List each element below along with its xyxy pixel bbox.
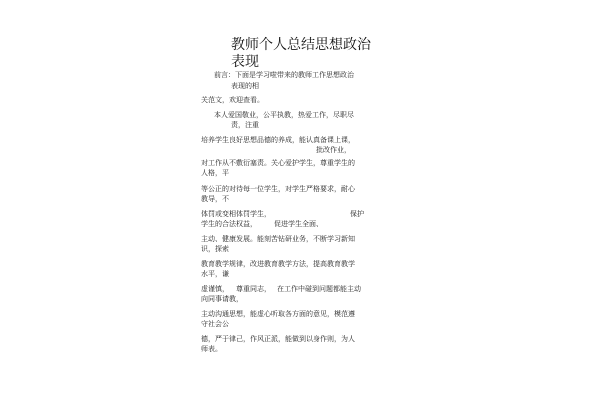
body-line: 促进学生全面、 xyxy=(274,220,323,228)
body-line: 人格，平 xyxy=(201,169,229,177)
preface-line-1: 前言：下面是学习啦带来的教师工作思想政治 xyxy=(214,71,354,79)
body-line: 在工作中碰到问题都能主动 xyxy=(277,285,361,293)
body-line: 责，注重 xyxy=(231,121,259,129)
preface-line-3: 关范文，欢迎查看。 xyxy=(201,96,264,104)
body-line: 守社会公 xyxy=(201,320,229,328)
body-line: 对工作从不敷衍塞责。关心爱护学生，尊重学生的 xyxy=(201,159,355,167)
body-line: 德，严于律己，作风正派，能做到以身作则，为人 xyxy=(201,335,355,343)
body-line: 师表。 xyxy=(201,345,222,353)
body-line: 识，探索 xyxy=(201,245,229,253)
body-line: 本人爱国敬业，公平执教，热爱工作，尽职尽 xyxy=(214,111,354,119)
body-line: 主动、健康发展。能刻苦钻研业务，不断学习新知 xyxy=(201,235,355,243)
body-line: 批改作业， xyxy=(316,146,351,154)
body-line: 培养学生良好思想品德的养成，能认真备课上课， xyxy=(201,136,355,144)
body-line: 水平，谦 xyxy=(201,270,229,278)
body-line: 体罚或变相体罚学生， xyxy=(201,210,271,218)
body-line: 等公正的对待每一位学生，对学生严格要求，耐心 xyxy=(201,185,355,193)
body-line: 主动沟通思想，能虚心听取各方面的意见，模范遵 xyxy=(201,310,355,318)
preface-line-2: 表现的相 xyxy=(231,82,259,90)
body-line: 虚谨慎， xyxy=(201,285,229,293)
body-line: 保护 xyxy=(350,210,364,218)
body-line: 尊重同志， xyxy=(236,285,271,293)
body-line: 教育教学规律，改进教育教学方法，提高教育教学 xyxy=(201,260,355,268)
body-line: 学生的合法权益， xyxy=(201,220,257,228)
body-line: 教导，不 xyxy=(201,195,229,203)
document-title: 教师个人总结思想政治表现 xyxy=(231,37,371,70)
body-line: 向同事请教， xyxy=(201,295,243,303)
